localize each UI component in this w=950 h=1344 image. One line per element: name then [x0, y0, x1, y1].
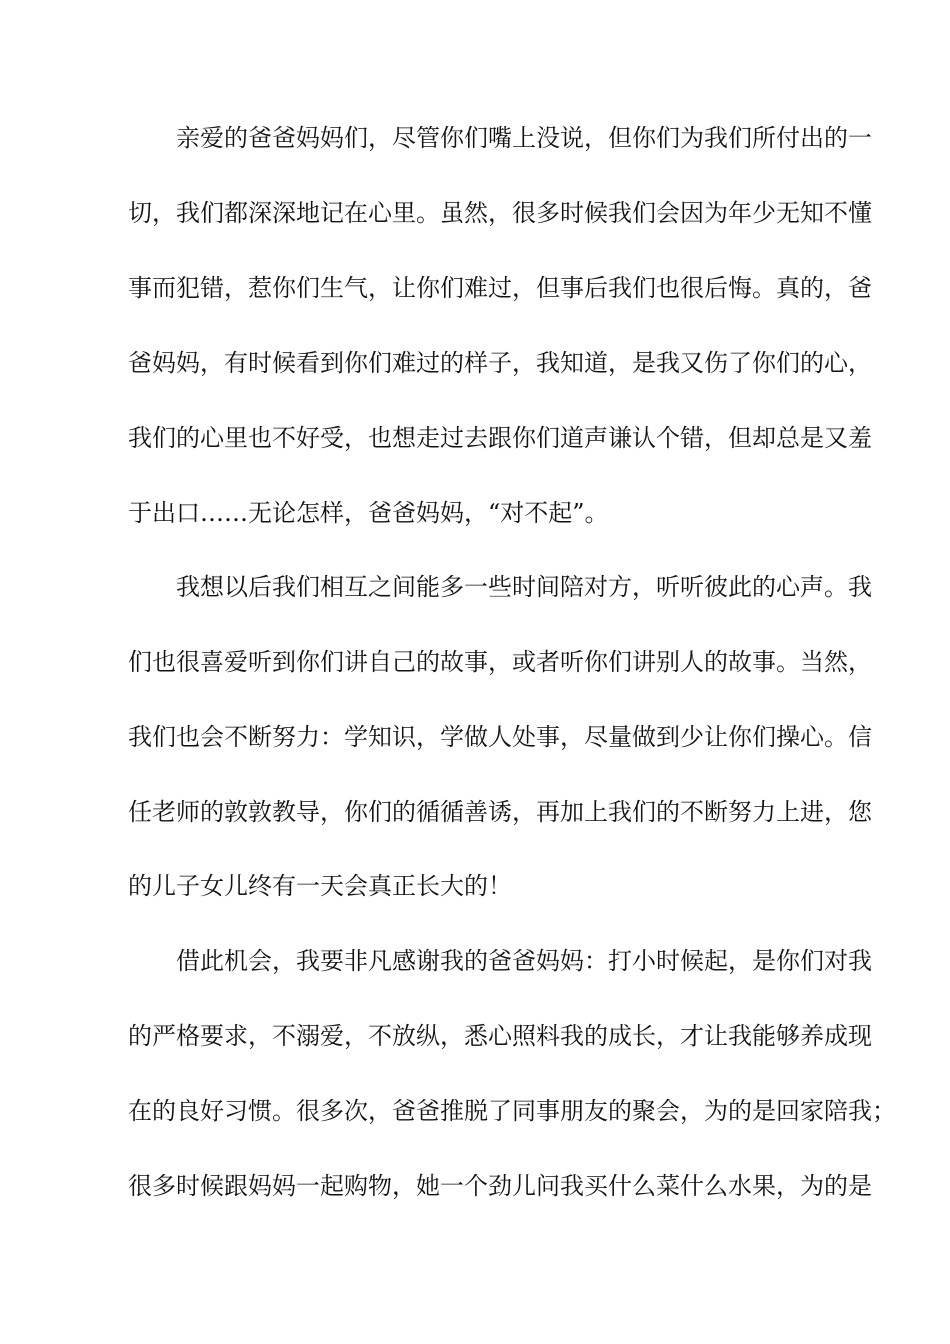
text-line: 在的良好习惯。很多次，爸爸推脱了同事朋友的聚会，为的是回家陪我； — [128, 1097, 896, 1125]
text-line: 我们的心里也不好受，也想走过去跟你们道声谦认个错，但却总是又羞 — [128, 424, 872, 452]
text-line: 切，我们都深深地记在心里。虽然，很多时候我们会因为年少无知不懂 — [128, 199, 872, 227]
text-line: 事而犯错，惹你们生气，让你们难过，但事后我们也很后悔。真的，爸 — [128, 274, 872, 302]
text-line: 任老师的敦敦教导，你们的循循善诱，再加上我们的不断努力上进，您 — [128, 798, 872, 826]
text-line: 很多时候跟妈妈一起购物，她一个劲儿问我买什么菜什么水果，为的是 — [128, 1172, 872, 1200]
text-line: 我想以后我们相互之间能多一些时间陪对方，听听彼此的心声。我 — [176, 573, 872, 601]
text-line: 我们也会不断努力：学知识，学做人处事，尽量做到少让你们操心。信 — [128, 723, 872, 751]
text-line: 亲爱的爸爸妈妈们，尽管你们嘴上没说，但你们为我们所付出的一 — [176, 124, 872, 152]
text-line: 爸妈妈，有时候看到你们难过的样子，我知道，是我又伤了你们的心， — [128, 349, 872, 377]
text-line: 的严格要求，不溺爱，不放纵，悉心照料我的成长，才让我能够养成现 — [128, 1022, 872, 1050]
text-line: 的儿子女儿终有一天会真正长大的！ — [128, 872, 512, 900]
text-line: 于出口……无论怎样，爸爸妈妈，“对不起”。 — [128, 499, 609, 527]
text-line: 们也很喜爱听到你们讲自己的故事，或者听你们讲别人的故事。当然， — [128, 648, 872, 676]
text-line: 借此机会，我要非凡感谢我的爸爸妈妈：打小时候起，是你们对我 — [176, 947, 872, 975]
